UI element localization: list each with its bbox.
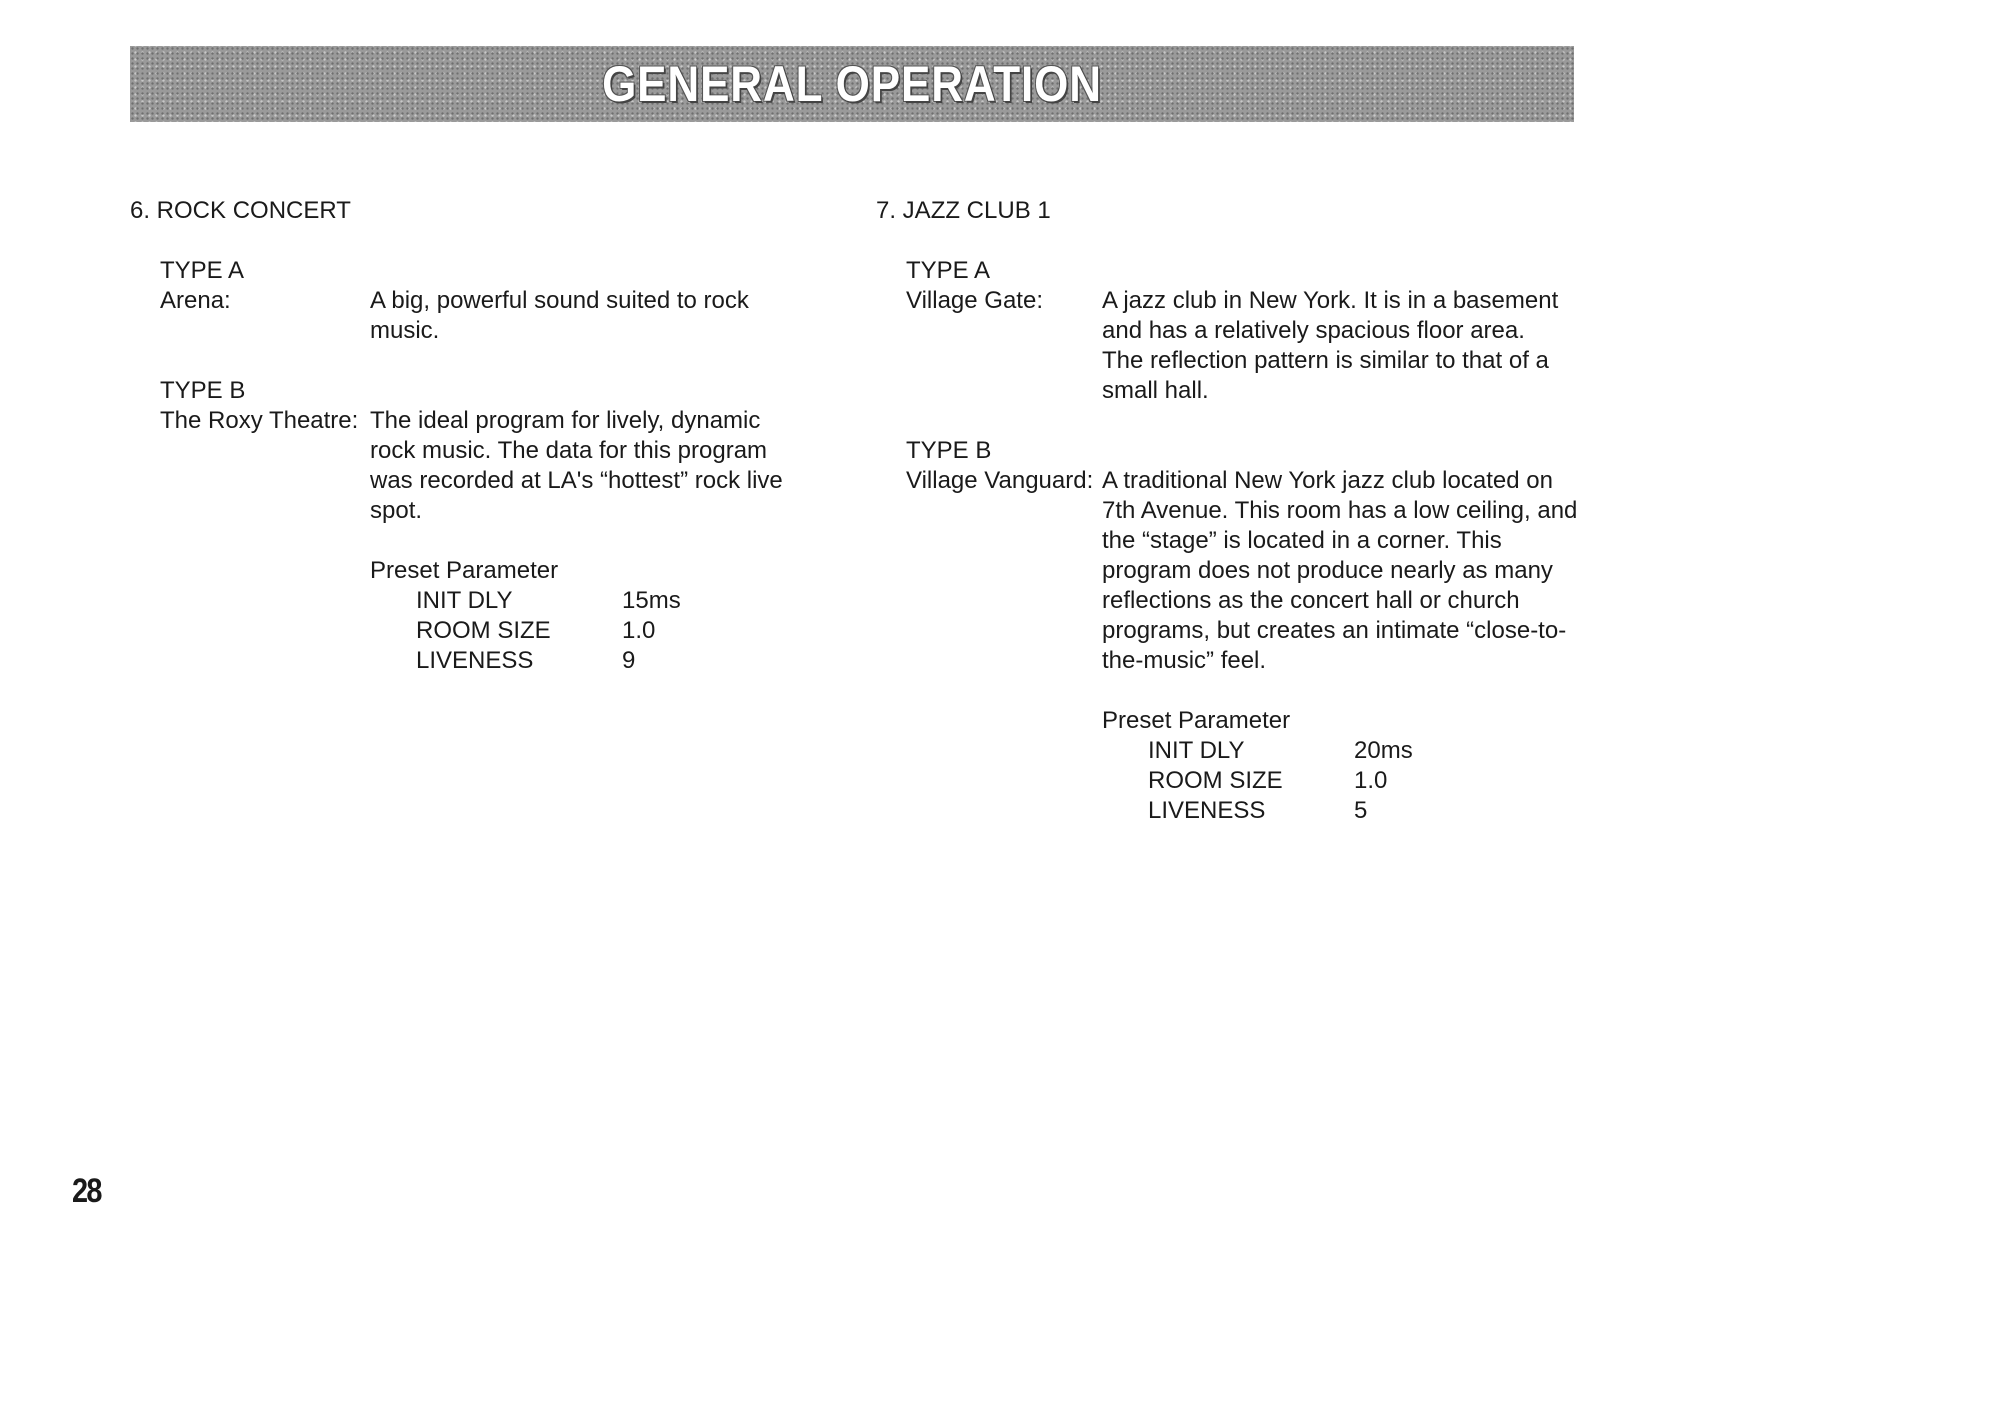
program-name: The Roxy Theatre: [160, 407, 359, 434]
section-header-banner [130, 46, 1574, 122]
program-entry-arena [130, 286, 830, 346]
program-description: A traditional New York jazz club located on 7th Avenue. This room has a low ceiling, and the “stage” is located in a corner. This program does not produce nearly as many reflections as the concert hall or church programs, but creates an intimate “close-to-the-music” feel. [1102, 467, 1578, 674]
rock-concert-section [130, 196, 830, 676]
section-title: 7. JAZZ CLUB 1 [876, 197, 1051, 224]
param-name: ROOM SIZE [416, 617, 551, 644]
param-name: INIT DLY [1148, 737, 1245, 764]
program-description: A jazz club in New York. It is in a basement and has a relatively spacious floor area. The reflection pattern is similar to that of a small hall. [1102, 287, 1559, 404]
param-value: 20ms [1354, 737, 1413, 764]
section-title: 6. ROCK CONCERT [130, 197, 351, 224]
param-value: 5 [1354, 797, 1368, 824]
program-name: Village Vanguard: [906, 467, 1094, 494]
jazz-club-1-section [876, 196, 1596, 826]
program-entry-roxy-theatre [130, 406, 830, 526]
page-title: GENERAL OPERATION [602, 56, 1102, 112]
preset-title: Preset Parameter [1102, 707, 1291, 734]
param-value: 1.0 [1354, 767, 1388, 794]
param-value: 15ms [622, 587, 681, 614]
type-b-label: TYPE B [160, 377, 246, 404]
type-a-label: TYPE A [160, 257, 245, 284]
param-row [1102, 796, 1596, 826]
program-entry-village-vanguard [876, 466, 1596, 676]
preset-title: Preset Parameter [370, 557, 559, 584]
program-description: A big, powerful sound suited to rock music. [370, 287, 749, 344]
param-name: LIVENESS [1148, 797, 1266, 824]
preset-parameter-block [1102, 706, 1596, 826]
param-name: LIVENESS [416, 647, 534, 674]
preset-parameter-block [370, 556, 830, 676]
type-b-label: TYPE B [906, 437, 992, 464]
program-name: Arena: [160, 287, 231, 314]
param-value: 1.0 [622, 617, 656, 644]
type-a-label: TYPE A [906, 257, 991, 284]
param-row [1102, 766, 1596, 796]
param-row [1102, 736, 1596, 766]
param-row [370, 586, 830, 616]
page-number: 28 [72, 1172, 101, 1210]
param-value: 9 [622, 647, 636, 674]
program-name: Village Gate: [906, 287, 1043, 314]
param-row [370, 646, 830, 676]
program-description: The ideal program for lively, dynamic rock music. The data for this program was recorded at LA's “hottest” rock live spot. [370, 407, 783, 524]
param-name: INIT DLY [416, 587, 513, 614]
param-name: ROOM SIZE [1148, 767, 1283, 794]
param-row [370, 616, 830, 646]
program-entry-village-gate [876, 286, 1596, 406]
